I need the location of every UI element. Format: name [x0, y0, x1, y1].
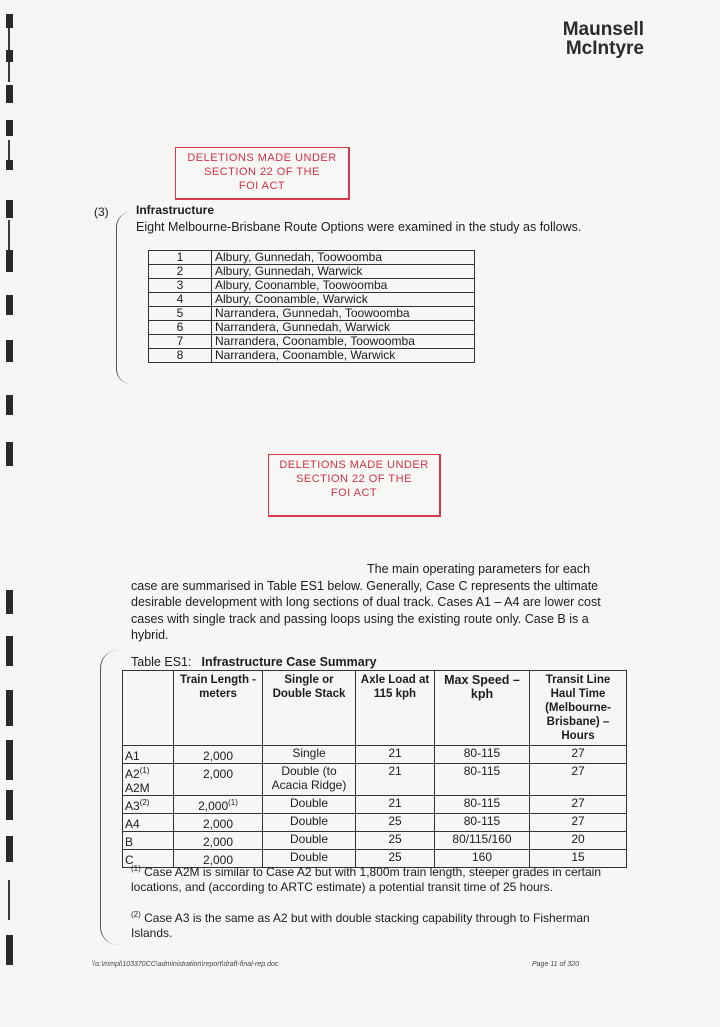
table-caption — [131, 655, 377, 669]
option-number: 6 — [149, 321, 212, 335]
table-row — [123, 796, 627, 814]
option-route: Narrandera, Gunnedah, Toowoomba — [212, 307, 475, 321]
infrastructure-case-table — [122, 670, 627, 868]
stack-cell — [263, 746, 356, 764]
train-length: 2,000 — [202, 835, 234, 849]
table-row — [123, 832, 627, 850]
footnote-mark: (1) — [131, 864, 141, 873]
case-id: A2 — [125, 767, 140, 781]
stack-extra: Acacia Ridge) — [271, 778, 347, 792]
case-id: A1 — [125, 749, 140, 763]
stack-cell — [263, 814, 356, 832]
table-title: Infrastructure Case Summary — [201, 655, 377, 669]
footnote — [131, 861, 621, 895]
option-number: 1 — [149, 251, 212, 265]
bracket-mark — [100, 650, 121, 945]
train-length: 2,000 — [202, 817, 234, 831]
transit-time: 27 — [530, 764, 627, 796]
stack-type: Single — [292, 746, 326, 760]
stamp-line: SECTION 22 OF THE — [204, 166, 320, 178]
length-cell — [174, 764, 263, 796]
option-number: 4 — [149, 293, 212, 307]
max-speed: 80-115 — [435, 814, 530, 832]
stack-type: Double (to — [281, 764, 337, 778]
footnote — [131, 907, 621, 941]
length-cell — [174, 814, 263, 832]
table-row — [123, 746, 627, 764]
stamp-line: FOI ACT — [238, 180, 286, 192]
option-route: Albury, Coonamble, Warwick — [212, 293, 475, 307]
stack-type: Double — [289, 796, 329, 810]
transit-time: 15 — [530, 850, 627, 868]
stack-type: Double — [289, 850, 329, 864]
footnote-text: Case A3 is the same as A2 but with double stacking capability through to Fisherman Islands. — [131, 911, 590, 940]
transit-time: 27 — [530, 746, 627, 764]
case-id: A3 — [125, 799, 140, 813]
case-id: B — [125, 835, 134, 849]
case-cell — [123, 814, 174, 832]
axle-load: 25 — [356, 814, 435, 832]
axle-load: 21 — [356, 764, 435, 796]
case-variant: A2M — [125, 781, 150, 795]
train-length: 2,000 — [202, 853, 234, 867]
train-length: 2,000 — [202, 749, 234, 763]
case-note: (2) — [139, 798, 150, 807]
column-header: Max Speed – kph — [435, 671, 530, 746]
summary-paragraph — [131, 561, 611, 644]
deletion-stamp — [268, 454, 441, 517]
logo-line-1: Maunsell — [562, 19, 644, 40]
column-header: Single or Double Stack — [263, 671, 356, 746]
max-speed: 80-115 — [435, 746, 530, 764]
option-route: Narrandera, Coonamble, Toowoomba — [212, 335, 475, 349]
route-options-table — [148, 250, 475, 363]
train-length: 2,000 — [202, 767, 234, 781]
option-number: 2 — [149, 265, 212, 279]
stack-cell — [263, 832, 356, 850]
deletion-stamp — [175, 147, 350, 200]
stamp-line: DELETIONS MADE UNDER — [187, 152, 337, 164]
stamp-line: FOI ACT — [330, 487, 378, 499]
table-row — [149, 321, 475, 335]
company-logo — [563, 20, 644, 58]
bracket-mark — [116, 212, 131, 384]
option-route: Albury, Coonamble, Toowoomba — [212, 279, 475, 293]
case-id: A4 — [125, 817, 140, 831]
table-row — [123, 814, 627, 832]
stack-type: Double — [289, 832, 329, 846]
table-row — [149, 251, 475, 265]
option-number: 5 — [149, 307, 212, 321]
length-cell — [174, 832, 263, 850]
stamp-line: SECTION 22 OF THE — [296, 473, 412, 485]
max-speed: 160 — [435, 850, 530, 868]
table-row — [149, 307, 475, 321]
column-header: Transit Line Haul Time (Melbourne-Brisbane) – Hours — [530, 671, 627, 746]
column-header: Train Length - meters — [174, 671, 263, 746]
option-number: 7 — [149, 335, 212, 349]
case-cell — [123, 796, 174, 814]
column-header — [123, 671, 174, 746]
stack-cell — [263, 764, 356, 796]
stack-cell — [263, 796, 356, 814]
logo-line-2: McIntyre — [565, 38, 644, 59]
axle-load: 25 — [356, 850, 435, 868]
section-number: (3) — [94, 205, 109, 219]
length-cell — [174, 746, 263, 764]
table-row — [149, 265, 475, 279]
transit-time: 20 — [530, 832, 627, 850]
table-row — [149, 293, 475, 307]
case-cell — [123, 764, 174, 796]
stack-type: Double — [289, 814, 329, 828]
section-intro: Eight Melbourne-Brisbane Route Options were examined in the study as follows. — [136, 220, 582, 234]
case-cell — [123, 746, 174, 764]
paragraph-body: case are summarised in Table ES1 below. Generally, Case C represents the ultimate desirable development with long sections of dual track. Cases A1 – A4 are lower cost cases with single track and passing loops using the existing route only. Case B is a hybrid. — [131, 578, 601, 642]
table-header-row — [123, 671, 627, 746]
option-number: 8 — [149, 349, 212, 363]
footnote-mark: (2) — [131, 910, 141, 919]
option-route: Albury, Gunnedah, Toowoomba — [212, 251, 475, 265]
transit-time: 27 — [530, 796, 627, 814]
page-number: Page 11 of 320 — [532, 961, 579, 968]
case-id: C — [125, 853, 134, 867]
axle-load: 21 — [356, 746, 435, 764]
column-header: Axle Load at 115 kph — [356, 671, 435, 746]
max-speed: 80-115 — [435, 764, 530, 796]
transit-time: 27 — [530, 814, 627, 832]
case-cell — [123, 832, 174, 850]
max-speed: 80/115/160 — [435, 832, 530, 850]
table-row — [149, 279, 475, 293]
footnote-text: Case A2M is similar to Case A2 but with 1,800m train length, steeper grades in certain locations, and (according to ARTC estimate) a potential transit time of 25 hours. — [131, 865, 602, 894]
case-note: (1) — [139, 766, 150, 775]
max-speed: 80-115 — [435, 796, 530, 814]
table-row — [149, 335, 475, 349]
file-path: \\s:\mmpl\103370CC\administration\report\draft-final-rep.doc — [92, 961, 279, 968]
length-cell — [174, 796, 263, 814]
stamp-line: DELETIONS MADE UNDER — [279, 459, 429, 471]
axle-load: 21 — [356, 796, 435, 814]
option-route: Albury, Gunnedah, Warwick — [212, 265, 475, 279]
option-route: Narrandera, Coonamble, Warwick — [212, 349, 475, 363]
paragraph-first-line: The main operating parameters for each — [367, 562, 591, 576]
table-label: Table ES1: — [131, 655, 192, 669]
train-length: 2,000 — [198, 799, 229, 813]
table-row — [123, 764, 627, 796]
axle-load: 25 — [356, 832, 435, 850]
option-number: 3 — [149, 279, 212, 293]
section-title: Infrastructure — [136, 203, 215, 217]
table-row — [149, 349, 475, 363]
option-route: Narrandera, Gunnedah, Warwick — [212, 321, 475, 335]
length-note: (1) — [228, 798, 238, 807]
